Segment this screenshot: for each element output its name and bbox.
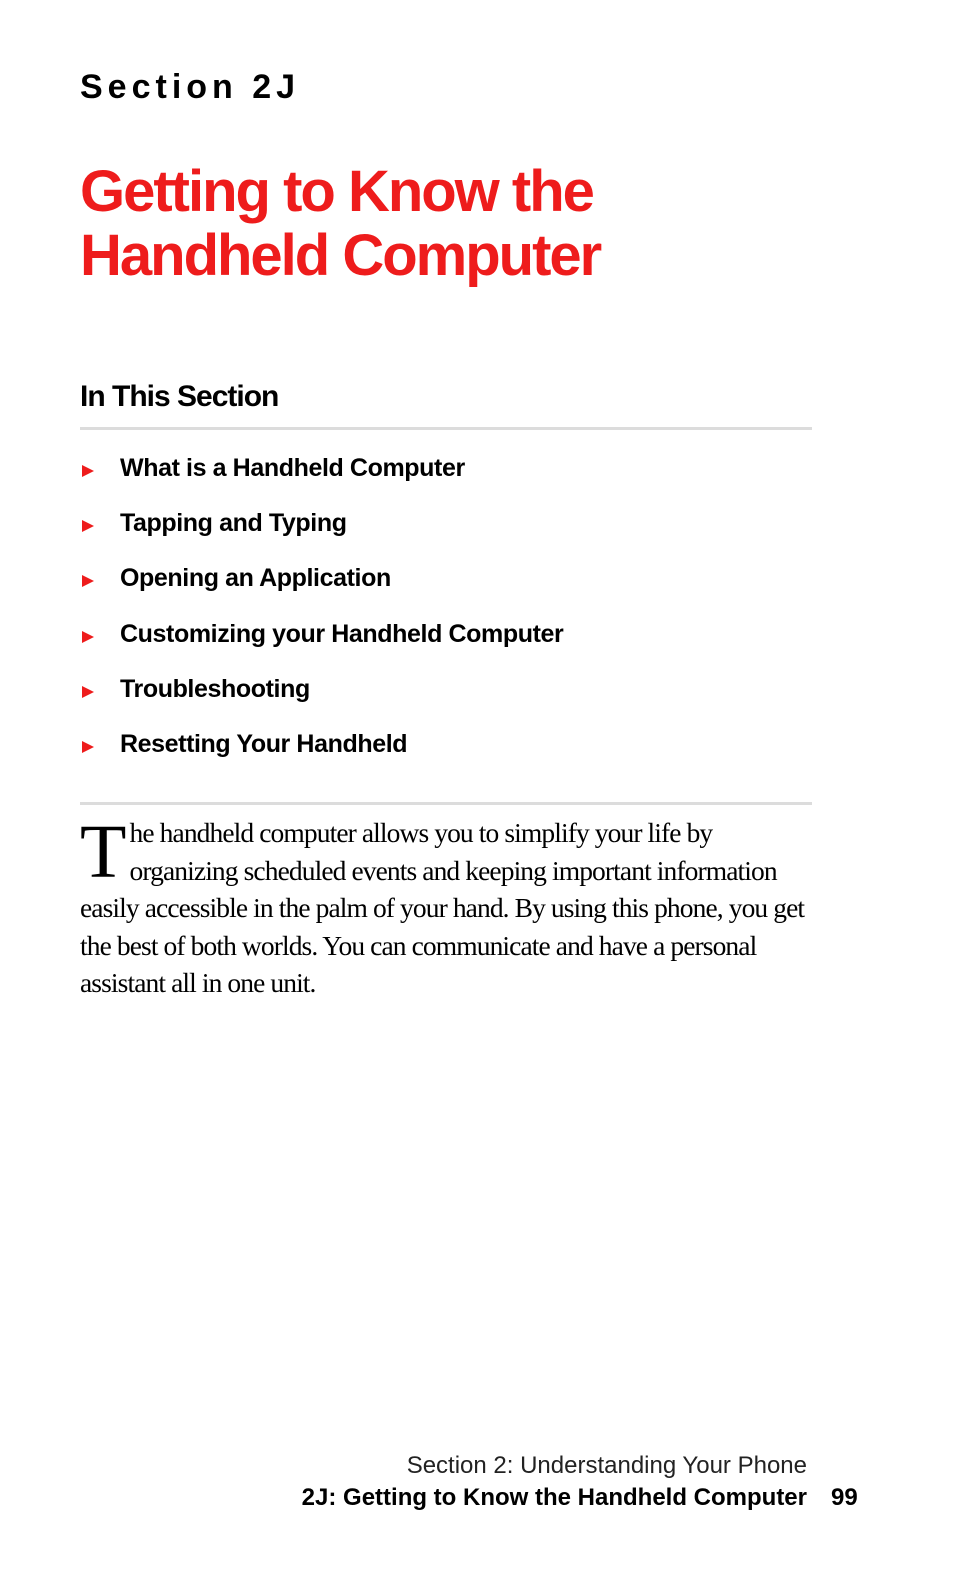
list-item xyxy=(80,669,563,724)
list-item xyxy=(80,724,563,779)
triangle-bullet-icon xyxy=(80,739,96,755)
section-contents-list xyxy=(80,448,563,779)
intro-text: he handheld computer allows you to simplify your life by organizing scheduled events and keeping important information easily accessible in the palm of your hand. By using this phone, you get the best of both worlds. You can communicate and have a personal assistant all in one unit. xyxy=(80,817,805,998)
page-title: Getting to Know the Handheld Computer xyxy=(80,159,601,288)
section-label: Section 2J xyxy=(80,68,301,106)
triangle-bullet-icon xyxy=(80,684,96,700)
triangle-bullet-icon xyxy=(80,463,96,479)
triangle-bullet-icon xyxy=(80,518,96,534)
footer-section-title: Section 2: Understanding Your Phone xyxy=(406,1452,807,1479)
list-item xyxy=(80,503,563,558)
list-item-label: Opening an Application xyxy=(120,564,391,593)
list-item xyxy=(80,558,563,613)
list-item-label: Resetting Your Handheld xyxy=(120,729,408,758)
footer-chapter-title: 2J: Getting to Know the Handheld Computer xyxy=(301,1484,807,1511)
list-item-label: What is a Handheld Computer xyxy=(120,454,465,482)
list-item-label: Tapping and Typing xyxy=(120,509,347,538)
triangle-bullet-icon xyxy=(80,629,96,645)
triangle-bullet-icon xyxy=(80,573,96,589)
list-item-label: Troubleshooting xyxy=(120,674,310,703)
in-this-section-heading: In This Section xyxy=(80,380,279,413)
drop-cap: T xyxy=(80,810,126,894)
top-divider xyxy=(80,427,812,430)
list-item xyxy=(80,614,563,669)
list-item-label: Customizing your Handheld Computer xyxy=(120,619,564,648)
bottom-divider xyxy=(80,802,812,805)
list-item xyxy=(80,448,563,503)
page-number: 99 xyxy=(831,1484,858,1511)
intro-paragraph xyxy=(80,810,815,1002)
